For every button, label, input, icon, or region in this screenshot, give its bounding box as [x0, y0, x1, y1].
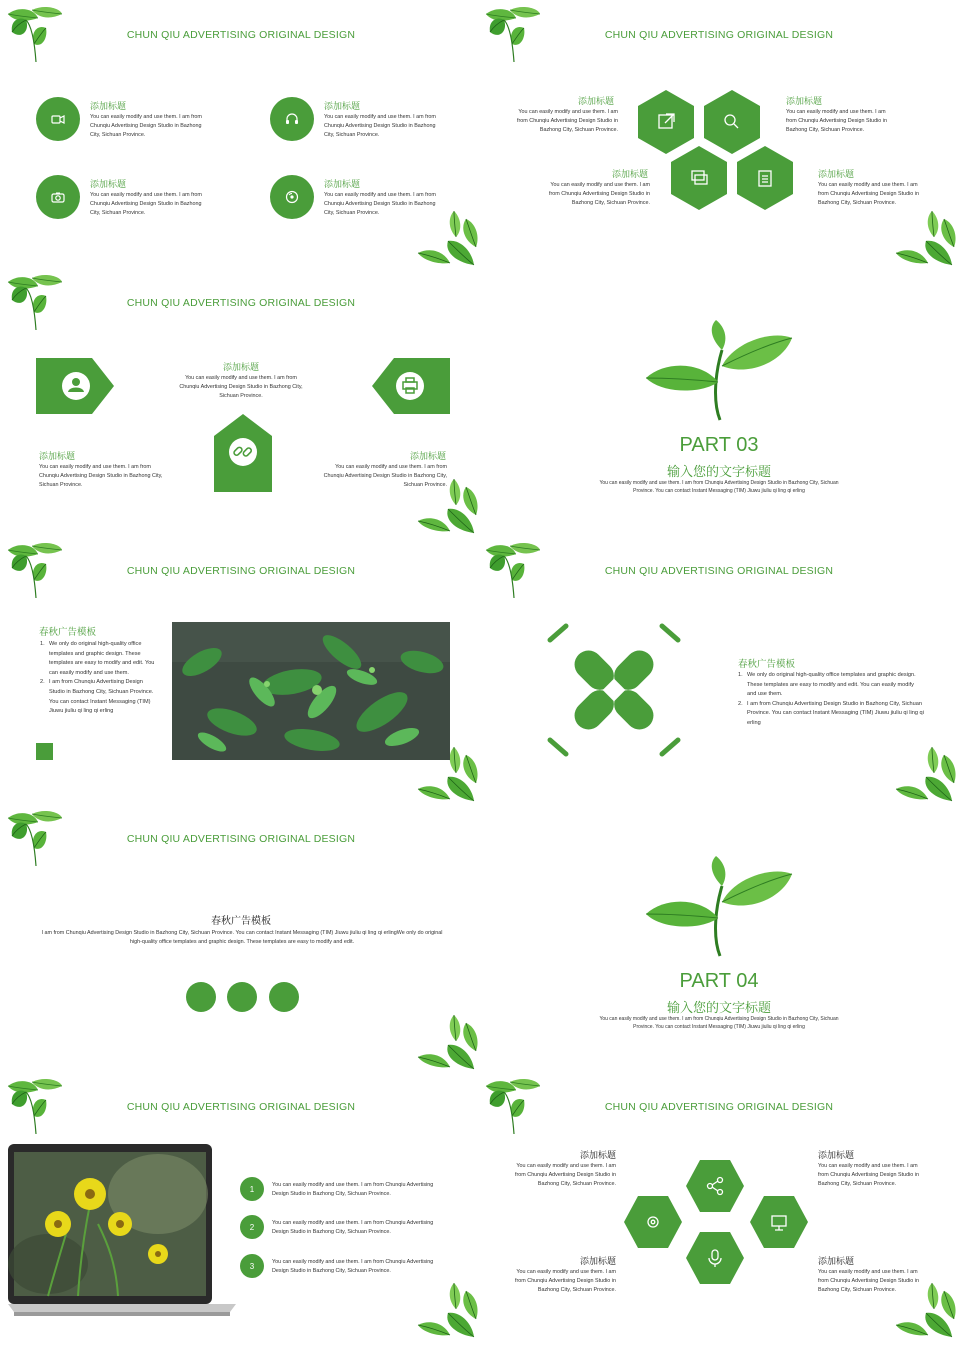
slide-8-part-04 [482, 808, 956, 1071]
slide-7-three-circles [4, 808, 478, 1071]
green-dot [186, 982, 216, 1012]
item-text: You can easily modify and use them. I am from Chunqiu Advertising Design Studio in Bazhong City, Sichuan Province. [818, 182, 919, 206]
leaf-decoration-icon [892, 207, 956, 267]
section-title: 春秋广告模板 [738, 659, 796, 670]
list-item: 2. I am from Chunqiu Advertising Design Studio in Bazhong City, Sichuan Province. You can contact Instant Messaging (TIM) Jiuwu jiuliu qi ling qi erling [40, 679, 154, 715]
tag-shape-bottom [214, 414, 272, 492]
slide-1-four-circles [4, 4, 478, 267]
green-square [36, 743, 53, 760]
part-title: PART 04 [679, 970, 759, 992]
leaf-decoration-icon [414, 1279, 478, 1339]
slide-header: CHUN QIU ADVERTISING ORIGINAL DESIGN [126, 1101, 356, 1113]
numbered-list [40, 640, 160, 717]
slide-3-tag-shapes [4, 272, 478, 535]
item-title: 添加标题 [222, 362, 259, 372]
item-title: 添加标题 [324, 179, 361, 189]
item-text: You can easily modify and use them. I am from Chunqiu Advertising Design Studio in Bazhong City, Sichuan Province. [324, 192, 436, 216]
green-dot [227, 982, 257, 1012]
item-text: You can easily modify and use them. I am from Chunqiu Advertising Design Studio in Bazhong City, Sichuan Province. [90, 114, 202, 138]
icon-circle [36, 97, 80, 141]
leaf-decoration-icon [414, 1011, 478, 1071]
hexagon-cluster [636, 88, 796, 216]
list-item: 1. We only do original high-quality office templates and graphic design. These templates are easy to modify and edit. You can easily modify and use them. [40, 641, 155, 676]
item-text: You can easily modify and use them. I am from Chunqiu Advertising Design Studio in Bazhong City, Sichuan Province. [90, 192, 202, 216]
part-subtitle: 输入您的文字标题 [666, 464, 771, 479]
number-badge: 2 [240, 1215, 264, 1239]
item-text: You can easily modify and use them. I am from Chunqiu Advertising Design Studio in Bazhong City, Sichuan Province. [515, 1269, 616, 1293]
part-text: You can easily modify and use them. I am from Chunqiu Advertising Design Studio in Bazhong City, Sichuan Province. You can contact Instant Messaging (TIM) Jiuwu jiuliu qi ling qi erling [599, 480, 839, 494]
part-subtitle: 输入您的文字标题 [666, 1000, 771, 1015]
disc-icon [284, 189, 300, 205]
green-dot [269, 982, 299, 1012]
broken-chain-icon [544, 620, 684, 760]
hexagon-icons [624, 1156, 810, 1286]
item-text: You can easily modify and use them. I am from Chunqiu Advertising Design Studio in Bazhong City, Sichuan Province. [517, 109, 618, 133]
slide-header: CHUN QIU ADVERTISING ORIGINAL DESIGN [126, 565, 356, 577]
plant-photo [172, 622, 450, 760]
slide-4-part-03 [482, 272, 956, 535]
list-item: 1. We only do original high-quality office templates and graphic design. These templates are easy to modify and edit. You can easily modify and use them. [738, 672, 916, 698]
slide-2-hexagons [482, 4, 956, 267]
item-text: You can easily modify and use them. I am from Chunqiu Advertising Design Studio in Bazhong City, Sichuan Province. [272, 1259, 434, 1274]
camera-icon [50, 189, 66, 205]
video-camera-icon [50, 111, 66, 127]
item-text: You can easily modify and use them. I am from Chunqiu Advertising Design Studio in Bazhong City, Sichuan Province. [515, 1163, 616, 1187]
item-text: You can easily modify and use them. I am from Chunqiu Advertising Design Studio in Bazhong City, Sichuan Province. [272, 1220, 434, 1235]
item-text: You can easily modify and use them. I am from Chunqiu Advertising Design Studio in Bazhong City, Sichuan Province. [818, 1269, 919, 1293]
leaf-decoration-icon [892, 743, 956, 803]
item-text: You can easily modify and use them. I am from Chunqiu Advertising Design Studio in Bazhong City, Sichuan Province. [324, 114, 436, 138]
slide-5-photo-list [4, 540, 478, 803]
laptop-mockup [8, 1144, 236, 1320]
list-item: 2. I am from Chunqiu Advertising Design Studio in Bazhong City, Sichuan Province. You can contact Instant Messaging (TIM) Jiuwu jiuliu qi ling qi erling [738, 700, 924, 726]
sprout-icon [642, 856, 794, 968]
slide-header: CHUN QIU ADVERTISING ORIGINAL DESIGN [126, 297, 356, 309]
item-text: You can easily modify and use them. I am from Chunqiu Advertising Design Studio in Bazhong City, Sichuan Province. [272, 1182, 434, 1197]
slide-header: CHUN QIU ADVERTISING ORIGINAL DESIGN [126, 833, 356, 845]
item-text: You can easily modify and use them. I am from Chunqiu Advertising Design Studio in Bazhong City, Sichuan Province. [179, 375, 303, 399]
slide-header: CHUN QIU ADVERTISING ORIGINAL DESIGN [604, 1101, 834, 1113]
item-title: 添加标题 [786, 96, 823, 106]
section-title: 春秋广告模板 [39, 627, 97, 638]
item-title: 添加标题 [818, 169, 855, 179]
item-text: You can easily modify and use them. I am from Chunqiu Advertising Design Studio in Bazhong City, Sichuan Province. [39, 464, 163, 488]
item-text: You can easily modify and use them. I am from Chunqiu Advertising Design Studio in Bazhong City, Sichuan Province. [786, 109, 887, 133]
icon-circle [36, 175, 80, 219]
slide-header: CHUN QIU ADVERTISING ORIGINAL DESIGN [126, 29, 356, 41]
number-badge: 3 [240, 1254, 264, 1278]
icon-circle [270, 97, 314, 141]
item-title: 添加标题 [39, 451, 76, 461]
item-title: 添加标题 [410, 451, 447, 461]
item-title: 添加标题 [90, 101, 127, 111]
slide-10-hex-icons [482, 1076, 956, 1339]
sprout-icon [642, 320, 794, 432]
item-title: 添加标题 [612, 169, 649, 179]
numbered-list [738, 671, 924, 729]
item-title: 添加标题 [818, 1150, 855, 1160]
item-title: 添加标题 [818, 1256, 855, 1266]
part-title: PART 03 [679, 434, 759, 456]
item-text: You can easily modify and use them. I am from Chunqiu Advertising Design Studio in Bazhong City, Sichuan Province. [323, 464, 447, 488]
headphones-icon [284, 111, 300, 127]
slide-header: CHUN QIU ADVERTISING ORIGINAL DESIGN [604, 29, 834, 41]
icon-circle [270, 175, 314, 219]
item-title: 添加标题 [90, 179, 127, 189]
item-title: 添加标题 [324, 101, 361, 111]
item-title: 添加标题 [580, 1256, 617, 1266]
slide-6-chain-graphic [482, 540, 956, 803]
section-text: I am from Chunqiu Advertising Design Studio in Bazhong City, Sichuan Province. You can contact Instant Messaging (TIM) Jiuwu jiuliu qi ling qi erlingWe only do original high-quality office templates and graphic design. These templates are easy to modify and edit. [41, 930, 443, 945]
item-title: 添加标题 [578, 96, 615, 106]
slide-9-laptop-list [4, 1076, 478, 1339]
item-text: You can easily modify and use them. I am from Chunqiu Advertising Design Studio in Bazhong City, Sichuan Province. [549, 182, 650, 206]
section-title: 春秋广告模板 [211, 916, 271, 927]
number-badge: 1 [240, 1177, 264, 1201]
slide-header: CHUN QIU ADVERTISING ORIGINAL DESIGN [604, 565, 834, 577]
item-text: You can easily modify and use them. I am from Chunqiu Advertising Design Studio in Bazhong City, Sichuan Province. [818, 1163, 919, 1187]
part-text: You can easily modify and use them. I am from Chunqiu Advertising Design Studio in Bazhong City, Sichuan Province. You can contact Instant Messaging (TIM) Jiuwu jiuliu qi ling qi erling [599, 1016, 839, 1030]
item-title: 添加标题 [580, 1150, 617, 1160]
